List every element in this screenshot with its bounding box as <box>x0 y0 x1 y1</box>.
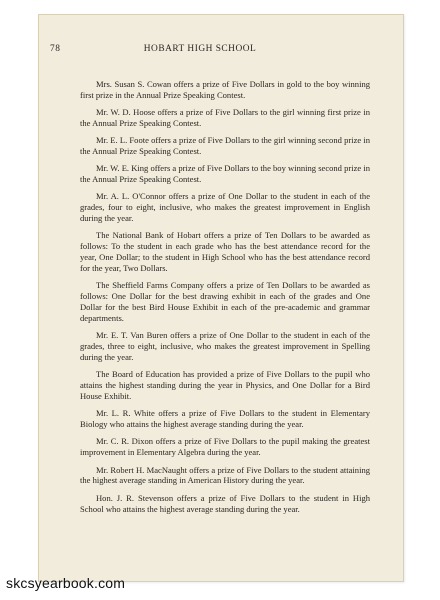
prize-list <box>80 79 370 521</box>
paragraph: Mr. A. L. O'Connor offers a prize of One Dollar to the student in each of the grades, four to eight, inclusive, who makes the greatest improvement in English during the year. <box>80 191 370 224</box>
paragraph: Mr. Robert H. MacNaught offers a prize of Five Dollars to the student attaining the highest average standing in American History during the year. <box>80 464 370 486</box>
paragraph: Mr. L. R. White offers a prize of Five Dollars to the student in Elementary Biology who attains the highest average standing during the year. <box>80 408 370 430</box>
page-header <box>50 44 350 58</box>
paragraph: The Sheffield Farms Company offers a prize of Ten Dollars to be awarded as follows: One Dollar for the best drawing exhibit in each of the grades and One Dollar for the best Bird House Exhibit in each of the pre-academic and grammar departments. <box>80 280 370 324</box>
paragraph: Mr. W. E. King offers a prize of Five Dollars to the boy winning second prize in the Annual Prize Speaking Contest. <box>80 163 370 185</box>
paragraph: Mr. E. T. Van Buren offers a prize of One Dollar to the student in each of the grades, three to eight, inclusive, who makes the greatest improvement in Spelling during the year. <box>80 330 370 363</box>
paragraph: The National Bank of Hobart offers a prize of Ten Dollars to be awarded as follows: To the student in each grade who has the best attendance record for the year, One Dollar; to the student in High School who has the best attendance record for the year, Two Dollars. <box>80 230 370 274</box>
paragraph: Mrs. Susan S. Cowan offers a prize of Five Dollars in gold to the boy winning first prize in the Annual Prize Speaking Contest. <box>80 79 370 100</box>
paragraph: Mr. W. D. Hoose offers a prize of Five Dollars to the girl winning first prize in the Annual Prize Speaking Contest. <box>80 107 370 129</box>
paragraph: Hon. J. R. Stevenson offers a prize of Five Dollars to the student in High School who attains the highest average standing during the year. <box>80 492 370 514</box>
page-number: 78 <box>50 44 61 54</box>
site-watermark: skcsyearbook.com <box>6 575 126 591</box>
paragraph: The Board of Education has provided a prize of Five Dollars to the pupil who attains the highest standing during the year in Physics, and One Dollar for a Bird House Exhibit. <box>80 369 370 402</box>
paragraph: Mr. C. R. Dixon offers a prize of Five Dollars to the pupil making the greatest improvement in Elementary Algebra during the year. <box>80 436 370 458</box>
running-head: HOBART HIGH SCHOOL <box>143 44 257 54</box>
paragraph: Mr. E. L. Foote offers a prize of Five Dollars to the girl winning second prize in the Annual Prize Speaking Contest. <box>80 135 370 157</box>
